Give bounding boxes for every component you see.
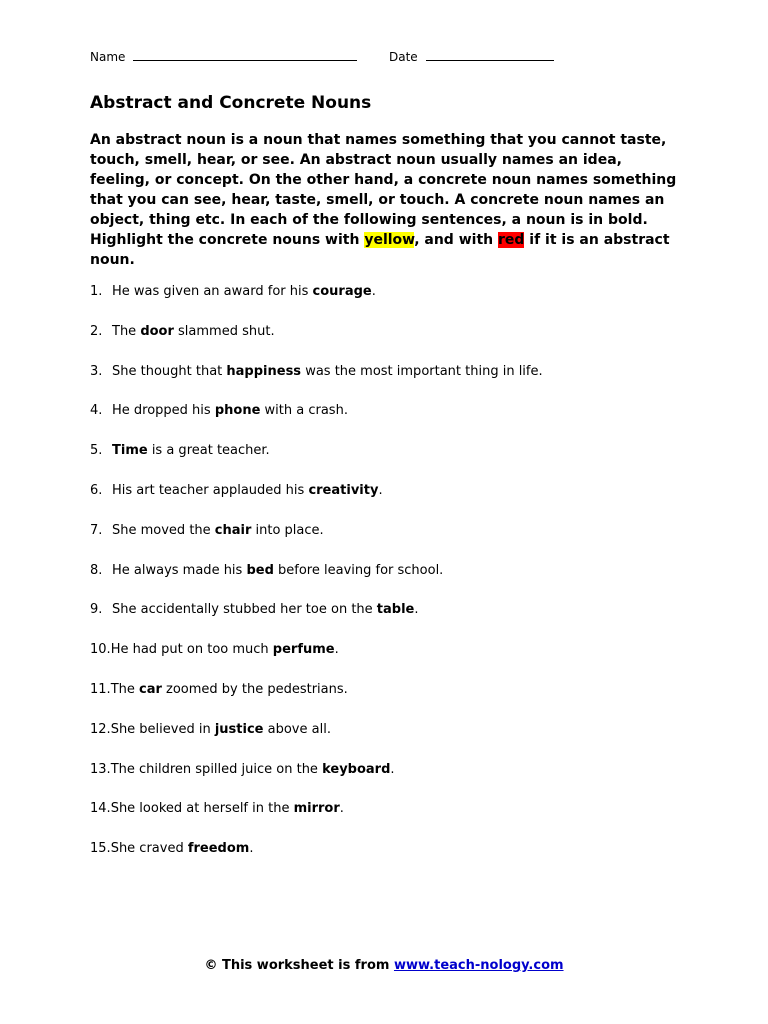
bold-noun[interactable]: mirror (293, 801, 340, 817)
instructions-text-middle: , and with (414, 232, 498, 248)
sentence-text-after: . (249, 841, 254, 857)
sentence-item (90, 362, 690, 402)
name-label: Name (90, 50, 126, 64)
bold-noun[interactable]: courage (312, 284, 372, 299)
sentence-text-after: . (339, 801, 344, 817)
sentence-text-before: She moved the (112, 522, 215, 538)
sentence-text-after: . (414, 602, 419, 618)
instructions-paragraph (90, 130, 680, 270)
bold-noun[interactable]: car (139, 681, 162, 697)
sentence-item (90, 600, 690, 640)
page-title: Abstract and Concrete Nouns (90, 93, 372, 113)
sentence-text-before: She craved (110, 841, 188, 857)
sentence-list (90, 282, 690, 879)
sentence-text-after: . (390, 761, 395, 777)
sentence-item (90, 561, 690, 601)
instructions-text: An abstract noun is a noun that names something that you cannot taste, touch, smell, hear, or see. An abstract noun usually names an idea, feeling, or concept. On the other hand, a concrete noun names something that you can see, hear, taste, smell, or touch. A concrete noun names an object, thing etc. In each of the following sentences, a noun is in bold. Highlight the concrete nouns with (90, 132, 677, 248)
sentence-text-after: with a crash. (260, 403, 348, 419)
sentence-number: 2. (90, 323, 103, 339)
name-field[interactable] (90, 48, 357, 65)
sentence-number: 12. (90, 721, 111, 737)
footer-prefix: © This worksheet is from (204, 958, 394, 973)
bold-noun[interactable]: phone (214, 403, 261, 419)
bold-noun[interactable]: creativity (308, 482, 379, 498)
sentence-text-before: He always made his (112, 562, 247, 578)
sentence-number: 6. (90, 482, 103, 498)
bold-noun[interactable]: freedom (187, 841, 250, 857)
sentence-item (90, 839, 690, 879)
date-label: Date (389, 50, 418, 64)
sentence-text-after: is a great teacher. (147, 443, 270, 459)
bold-noun[interactable]: happiness (226, 363, 302, 379)
sentence-number: 10. (90, 642, 111, 658)
sentence-number: 5. (90, 443, 103, 459)
sentence-item (90, 322, 690, 362)
sentence-text-before: The (112, 323, 141, 339)
sentence-item (90, 401, 690, 441)
sentence-item (90, 760, 690, 800)
sentence-text-before: He had put on too much (110, 642, 273, 658)
bold-noun[interactable]: chair (214, 522, 252, 538)
sentence-item (90, 680, 690, 720)
sentence-number: 1. (90, 284, 103, 299)
bold-noun[interactable]: door (140, 323, 174, 339)
sentence-item (90, 282, 690, 322)
bold-noun[interactable]: Time (112, 443, 148, 459)
sentence-text-before: She looked at herself in the (110, 801, 294, 817)
bold-noun[interactable]: perfume (272, 642, 335, 658)
sentence-number: 14. (90, 801, 111, 817)
sentence-text-before: His art teacher applauded his (112, 482, 309, 498)
sentence-text-after: before leaving for school. (273, 562, 444, 578)
sentence-text-before: He dropped his (112, 403, 215, 419)
sentence-number: 13. (90, 761, 111, 777)
date-blank-line[interactable] (426, 48, 554, 61)
teach-nology-link[interactable]: www.teach-nology.com (393, 958, 564, 973)
sentence-number: 3. (90, 363, 103, 379)
sentence-text-before: The (110, 681, 139, 697)
sentence-text-before: He was given an award for his (112, 284, 313, 299)
sentence-item (90, 640, 690, 680)
sentence-number: 8. (90, 562, 103, 578)
sentence-number: 15. (90, 841, 111, 857)
sentence-text-after: slammed shut. (173, 323, 275, 339)
header-fields (90, 48, 418, 65)
sentence-item (90, 441, 690, 481)
footer-credit (0, 958, 768, 973)
sentence-text-after: above all. (263, 721, 331, 737)
sentence-item (90, 521, 690, 561)
sentence-text-before: She thought that (112, 363, 227, 379)
sentence-item (90, 720, 690, 760)
sentence-number: 11. (90, 681, 111, 697)
sentence-text-after: was the most important thing in life. (301, 363, 543, 379)
instructions-text-end: if it is an abstract noun. (90, 232, 670, 268)
yellow-highlight-word: yellow (364, 232, 415, 248)
bold-noun[interactable]: justice (214, 721, 264, 737)
sentence-text-after: . (371, 284, 376, 299)
sentence-text-after: . (334, 642, 339, 658)
sentence-text-after: into place. (251, 522, 324, 538)
sentence-number: 4. (90, 403, 103, 419)
sentence-text-before: She accidentally stubbed her toe on the (112, 602, 377, 618)
red-highlight-word: red (497, 232, 525, 248)
bold-noun[interactable]: bed (246, 562, 274, 578)
bold-noun[interactable]: keyboard (322, 761, 391, 777)
sentence-text-before: She believed in (110, 721, 215, 737)
name-blank-line[interactable] (133, 48, 357, 61)
bold-noun[interactable]: table (376, 602, 415, 618)
sentence-number: 7. (90, 522, 103, 538)
sentence-item (90, 481, 690, 521)
sentence-number: 9. (90, 602, 103, 618)
sentence-text-after: zoomed by the pedestrians. (161, 681, 348, 697)
sentence-item (90, 799, 690, 839)
sentence-text-after: . (378, 482, 383, 498)
date-field[interactable] (389, 48, 554, 65)
sentence-text-before: The children spilled juice on the (110, 761, 323, 777)
